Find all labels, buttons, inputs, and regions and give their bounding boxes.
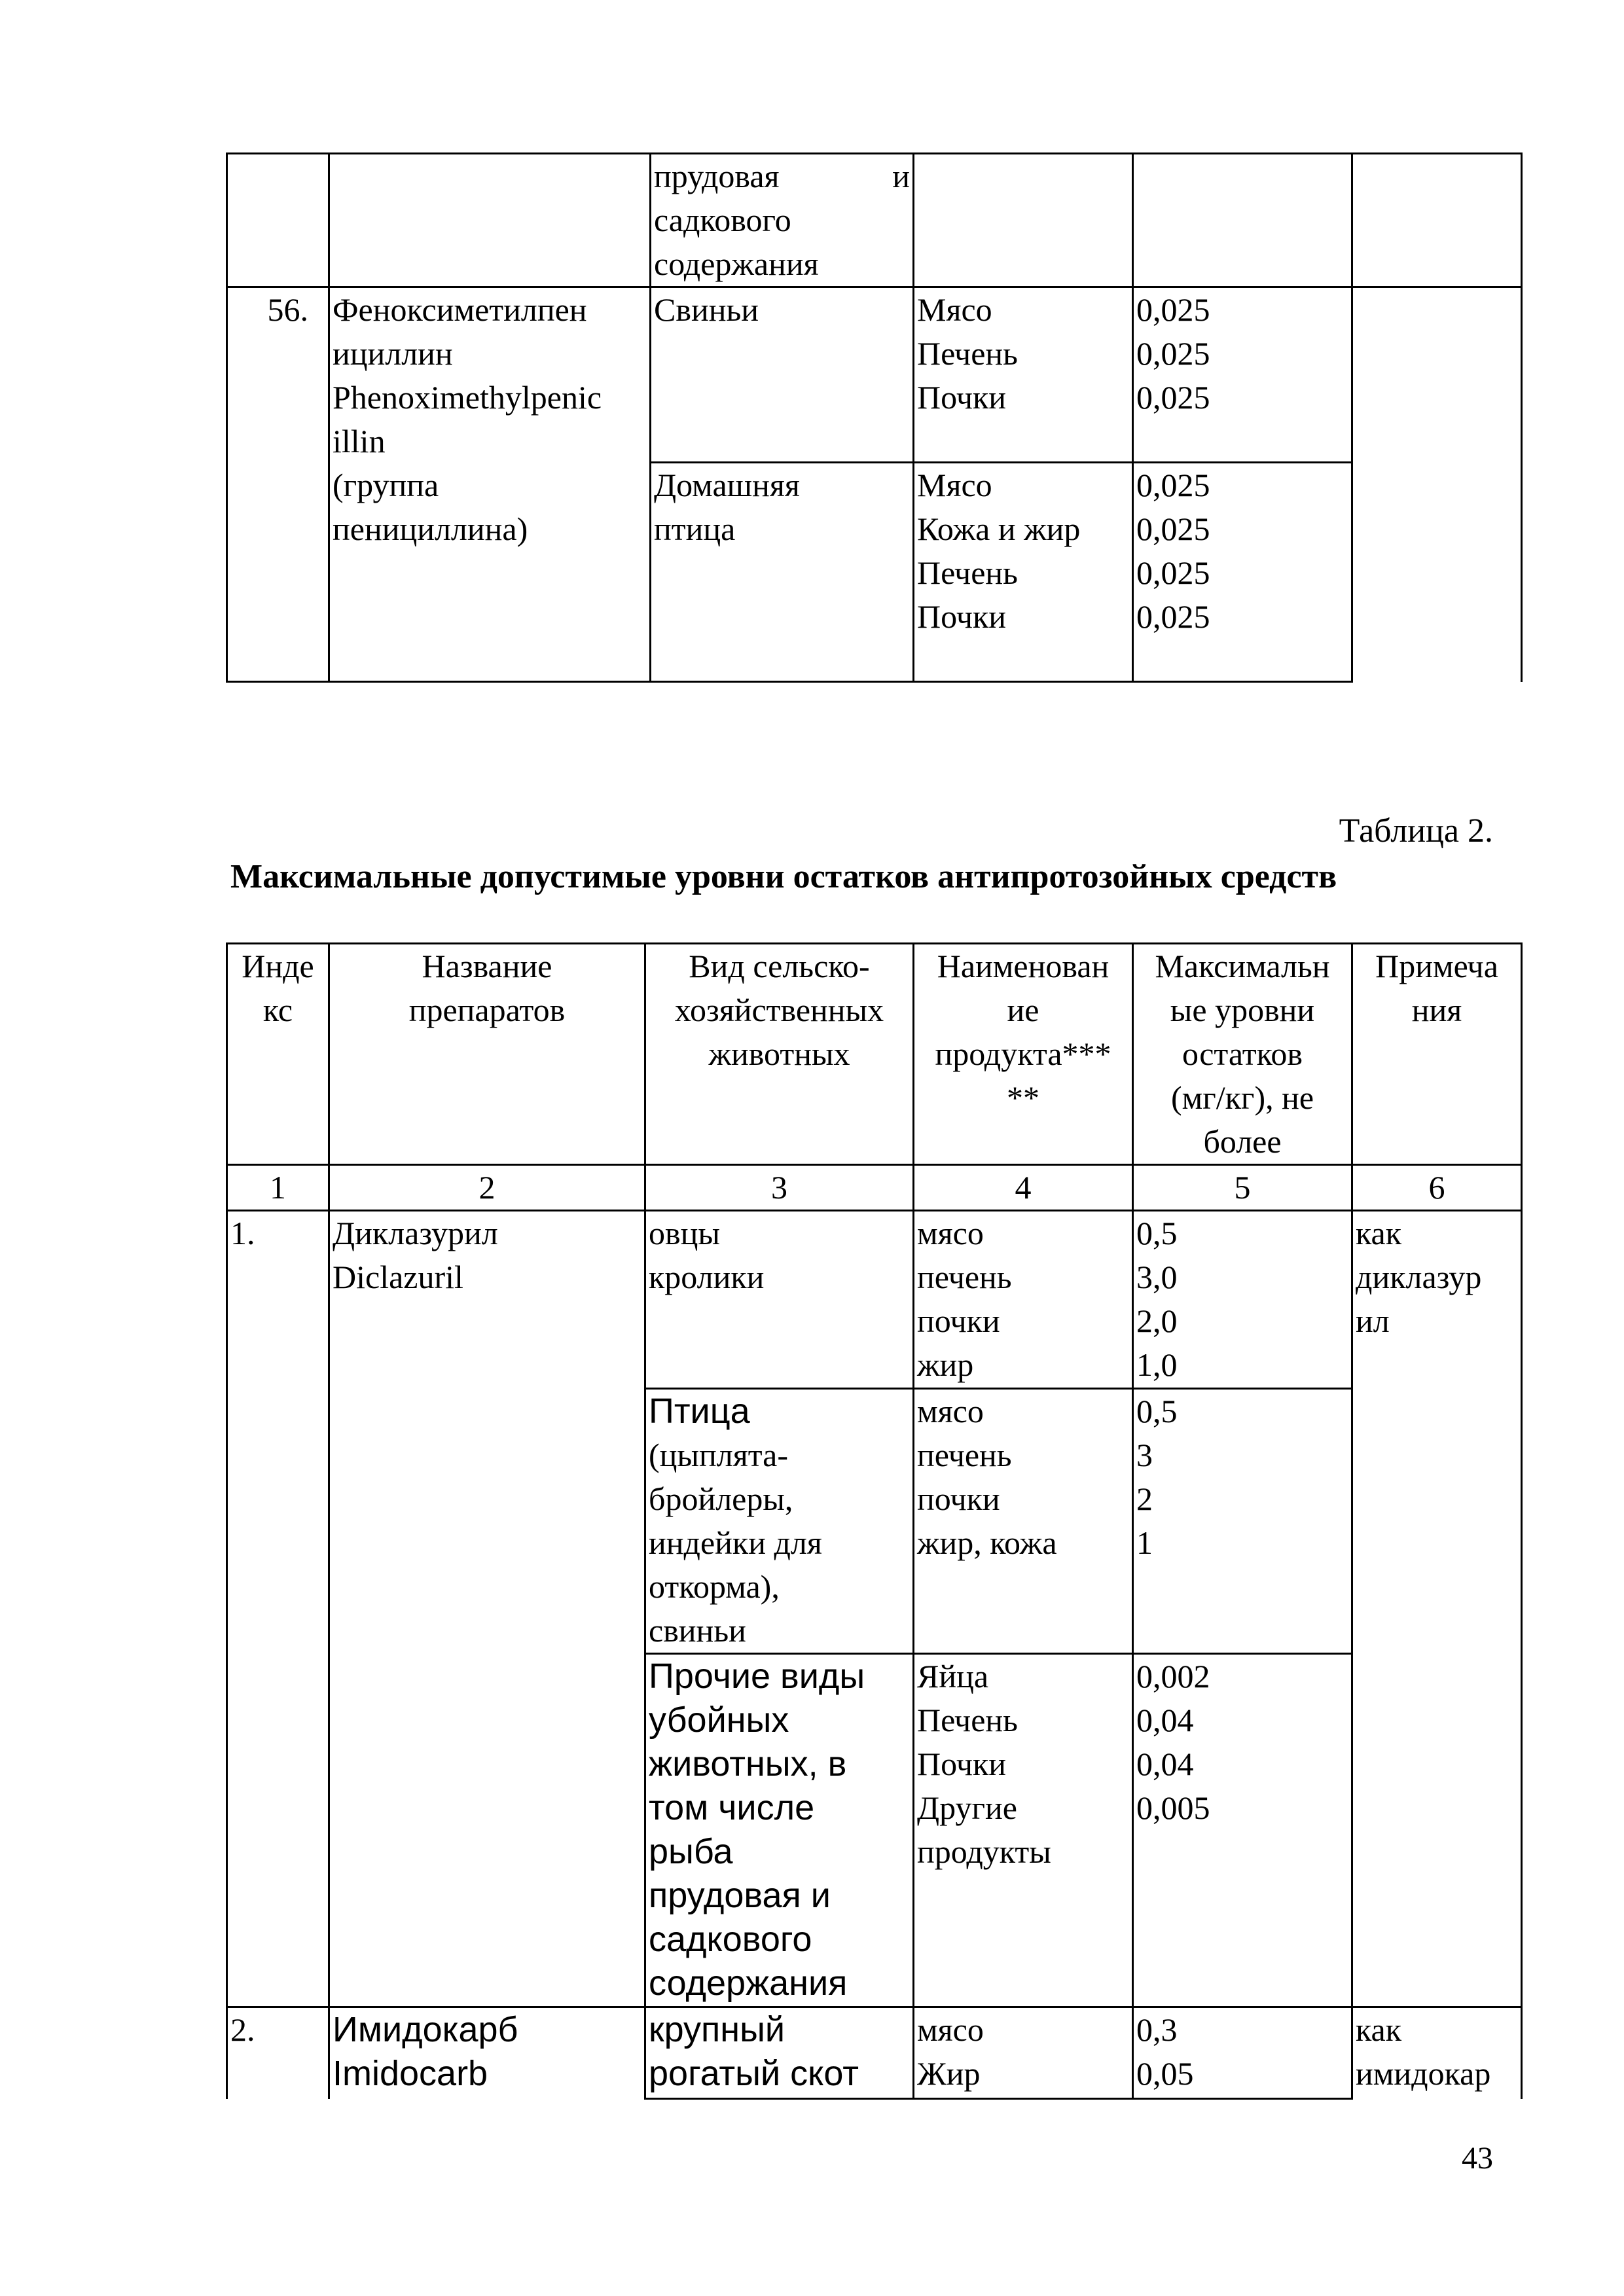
value-cell bbox=[1133, 1654, 1352, 2007]
product-cell bbox=[914, 2007, 1133, 2099]
header-species bbox=[645, 944, 914, 1165]
species-line: Прочие виды bbox=[649, 1657, 865, 1696]
note-cell bbox=[1352, 1211, 1522, 2007]
header-line: Вид сельско- bbox=[689, 948, 870, 984]
species-cell bbox=[645, 2007, 914, 2099]
species-line: откорма), bbox=[649, 1568, 780, 1605]
drug-name-line: Имидокарб bbox=[333, 2010, 518, 2049]
species-cell bbox=[651, 463, 914, 682]
header-line: ** bbox=[1007, 1079, 1039, 1116]
column-number: 2 bbox=[329, 1165, 645, 1211]
drug-name-line: Диклазурил bbox=[333, 1215, 498, 1251]
product-line: Печень bbox=[917, 1702, 1018, 1738]
table-cell bbox=[329, 154, 651, 287]
product-line: Печень bbox=[917, 335, 1018, 372]
product-line: Почки bbox=[917, 598, 1007, 635]
header-line: (мг/кг), не bbox=[1170, 1079, 1314, 1116]
species-line: бройлеры, bbox=[649, 1480, 793, 1517]
species-line: кролики bbox=[649, 1259, 765, 1295]
column-number: 6 bbox=[1352, 1165, 1522, 1211]
product-line: жир, кожа bbox=[917, 1524, 1057, 1561]
header-max-level bbox=[1133, 944, 1352, 1165]
species-line: крупный bbox=[649, 2010, 785, 2049]
column-number: 3 bbox=[645, 1165, 914, 1211]
species-line: овцы bbox=[649, 1215, 720, 1251]
header-line: Наименован bbox=[937, 948, 1110, 984]
product-line: Другие bbox=[917, 1789, 1017, 1826]
table-row bbox=[227, 2007, 1522, 2099]
header-row bbox=[227, 944, 1522, 1165]
species-text: садкового bbox=[654, 202, 791, 238]
value-line: 0,025 bbox=[1136, 598, 1210, 635]
product-line: продукты bbox=[917, 1833, 1051, 1870]
product-line: Почки bbox=[917, 1746, 1007, 1782]
page-number: 43 bbox=[1462, 2141, 1493, 2176]
species-line: Домашняя bbox=[654, 467, 800, 503]
header-line: более bbox=[1203, 1123, 1282, 1160]
product-line: Печень bbox=[917, 554, 1018, 591]
note-line: ил bbox=[1356, 1302, 1390, 1339]
table-cell bbox=[1352, 154, 1522, 287]
header-line: хозяйственных bbox=[674, 992, 884, 1028]
species-line: (цыплята- bbox=[649, 1437, 789, 1473]
header-line: животных bbox=[708, 1035, 850, 1072]
column-number: 5 bbox=[1133, 1165, 1352, 1211]
value-line: 1 bbox=[1136, 1524, 1153, 1561]
species-line: Птица bbox=[649, 1391, 750, 1431]
value-line: 3,0 bbox=[1136, 1259, 1178, 1295]
product-line: Кожа и жир bbox=[917, 511, 1081, 547]
table-row bbox=[227, 154, 1522, 287]
header-line: Название bbox=[422, 948, 552, 984]
product-cell bbox=[914, 287, 1133, 463]
species-line: том числе bbox=[649, 1788, 815, 1827]
species-line: Свиньи bbox=[654, 291, 759, 328]
value-cell bbox=[1133, 2007, 1352, 2099]
product-cell bbox=[914, 463, 1133, 682]
species-line: свиньи bbox=[649, 1612, 746, 1649]
species-cell bbox=[645, 1654, 914, 2007]
species-line: индейки для bbox=[649, 1524, 822, 1561]
table-title: Максимальные допустимые уровни остатков антипротозойных средств bbox=[230, 858, 1337, 895]
species-line: рогатый скот bbox=[649, 2054, 859, 2093]
value-line: 0,5 bbox=[1136, 1215, 1178, 1251]
value-line: 0,5 bbox=[1136, 1393, 1178, 1429]
species-line: прудовая и bbox=[649, 1876, 831, 1915]
value-cell bbox=[1133, 287, 1352, 463]
drug-name-line: Diclazuril bbox=[333, 1259, 463, 1295]
header-name bbox=[329, 944, 645, 1165]
product-line: мясо bbox=[917, 2011, 984, 2048]
header-line: Примеча bbox=[1375, 948, 1498, 984]
header-line: препаратов bbox=[408, 992, 566, 1028]
product-line: Почки bbox=[917, 379, 1007, 416]
species-line: садкового bbox=[649, 1920, 812, 1959]
header-line: ие bbox=[1007, 992, 1039, 1028]
value-cell bbox=[1133, 1211, 1352, 1389]
index-cell: 1. bbox=[227, 1211, 329, 2007]
product-line: почки bbox=[917, 1480, 1000, 1517]
header-line: ые уровни bbox=[1170, 992, 1315, 1028]
header-line: кс bbox=[262, 992, 293, 1028]
header-notes bbox=[1352, 944, 1522, 1165]
drug-name-line: Imidocarb bbox=[333, 2054, 488, 2093]
value-line: 0,002 bbox=[1136, 1658, 1210, 1695]
drug-name-line: ициллин bbox=[333, 335, 453, 372]
product-line: печень bbox=[917, 1259, 1012, 1295]
drug-name-line: (группа bbox=[333, 467, 439, 503]
species-cell bbox=[645, 1211, 914, 1389]
note-line: имидокар bbox=[1356, 2055, 1491, 2092]
drug-name-line: пенициллина) bbox=[333, 511, 528, 547]
note-line: как bbox=[1356, 1215, 1402, 1251]
value-line: 0,025 bbox=[1136, 511, 1210, 547]
product-line: мясо bbox=[917, 1215, 984, 1251]
table-row bbox=[227, 1211, 1522, 1389]
header-line: остатков bbox=[1182, 1035, 1303, 1072]
value-line: 0,3 bbox=[1136, 2011, 1178, 2048]
drug-name-cell bbox=[329, 1211, 645, 2007]
header-line: Максимальн bbox=[1155, 948, 1330, 984]
product-cell bbox=[914, 1654, 1133, 2007]
product-cell bbox=[914, 1389, 1133, 1654]
index-cell: 56. bbox=[227, 287, 329, 682]
header-index bbox=[227, 944, 329, 1165]
value-line: 0,025 bbox=[1136, 379, 1210, 416]
species-cell bbox=[651, 287, 914, 463]
species-line: убойных bbox=[649, 1700, 789, 1740]
species-text: прудовая bbox=[654, 158, 780, 194]
product-line: жир bbox=[917, 1346, 974, 1383]
table-1 bbox=[226, 152, 1523, 683]
column-number: 4 bbox=[914, 1165, 1133, 1211]
drug-name-line: illin bbox=[333, 423, 386, 459]
header-line: ния bbox=[1411, 992, 1462, 1028]
value-cell bbox=[1133, 463, 1352, 682]
value-line: 0,04 bbox=[1136, 1746, 1194, 1782]
drug-name-line: Phenoximethylpenic bbox=[333, 379, 602, 416]
value-cell bbox=[1133, 1389, 1352, 1654]
species-line: животных, в bbox=[649, 1744, 847, 1784]
value-line: 1,0 bbox=[1136, 1346, 1178, 1383]
note-cell bbox=[1352, 2007, 1522, 2099]
note-cell bbox=[1352, 287, 1522, 682]
product-line: почки bbox=[917, 1302, 1000, 1339]
column-number-row bbox=[227, 1165, 1522, 1211]
product-line: Мясо bbox=[917, 467, 992, 503]
species-line: рыба bbox=[649, 1832, 733, 1871]
product-line: Мясо bbox=[917, 291, 992, 328]
species-line: содержания bbox=[649, 1964, 848, 2003]
index-cell: 2. bbox=[227, 2007, 329, 2099]
note-line: диклазур bbox=[1356, 1259, 1482, 1295]
product-cell bbox=[914, 1211, 1133, 1389]
value-line: 0,025 bbox=[1136, 335, 1210, 372]
product-line: печень bbox=[917, 1437, 1012, 1473]
drug-name-cell bbox=[329, 287, 651, 682]
note-line: как bbox=[1356, 2011, 1402, 2048]
species-cell bbox=[645, 1389, 914, 1654]
value-line: 3 bbox=[1136, 1437, 1153, 1473]
column-number: 1 bbox=[227, 1165, 329, 1211]
value-line: 0,005 bbox=[1136, 1789, 1210, 1826]
species-line: птица bbox=[654, 511, 736, 547]
species-text: содержания bbox=[654, 245, 819, 282]
table-cell bbox=[227, 154, 329, 287]
drug-name-cell bbox=[329, 2007, 645, 2099]
product-line: мясо bbox=[917, 1393, 984, 1429]
table-caption: Таблица 2. bbox=[1339, 812, 1493, 850]
drug-name-line: Феноксиметилпен bbox=[333, 291, 587, 328]
species-text: и bbox=[892, 158, 910, 194]
header-line: продукта*** bbox=[935, 1035, 1111, 1072]
value-line: 2 bbox=[1136, 1480, 1153, 1517]
header-line: Инде bbox=[242, 948, 314, 984]
value-line: 0,04 bbox=[1136, 1702, 1194, 1738]
value-line: 0,025 bbox=[1136, 467, 1210, 503]
product-line: Яйца bbox=[917, 1658, 989, 1695]
value-line: 0,025 bbox=[1136, 554, 1210, 591]
header-product bbox=[914, 944, 1133, 1165]
value-line: 2,0 bbox=[1136, 1302, 1178, 1339]
value-line: 0,025 bbox=[1136, 291, 1210, 328]
table-row bbox=[227, 287, 1522, 463]
table-cell bbox=[1133, 154, 1352, 287]
table-cell bbox=[651, 154, 914, 287]
table-cell bbox=[914, 154, 1133, 287]
table-2 bbox=[226, 942, 1523, 2100]
value-line: 0,05 bbox=[1136, 2055, 1194, 2092]
product-line: Жир bbox=[917, 2055, 981, 2092]
